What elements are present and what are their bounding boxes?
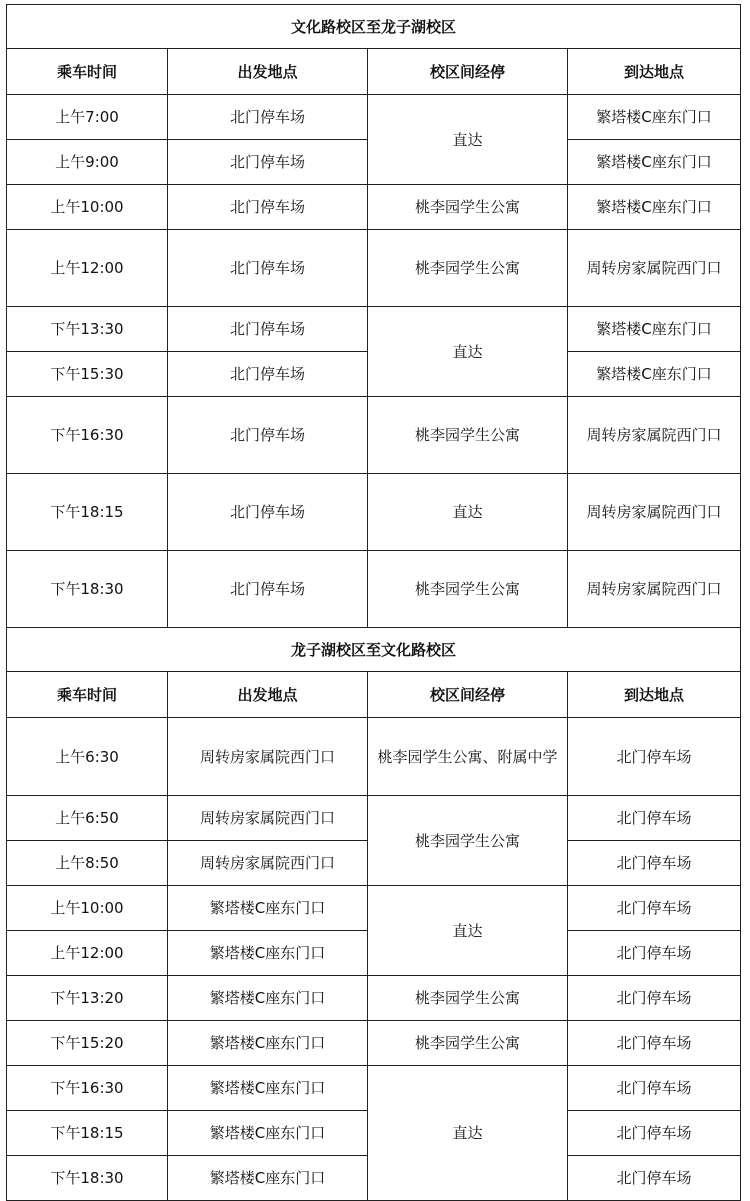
stops-cell: 桃李园学生公寓 — [368, 796, 568, 886]
table-row — [7, 95, 741, 140]
table-row — [7, 1066, 741, 1111]
stops-cell: 桃李园学生公寓 — [368, 397, 568, 474]
time-cell: 上午10:00 — [7, 886, 168, 931]
arrival-cell: 北门停车场 — [568, 1066, 741, 1111]
stops-cell: 桃李园学生公寓 — [368, 551, 568, 628]
arrival-cell: 繁塔楼C座东门口 — [568, 95, 741, 140]
departure-cell: 繁塔楼C座东门口 — [168, 1021, 368, 1066]
arrival-cell: 繁塔楼C座东门口 — [568, 185, 741, 230]
time-cell: 上午10:00 — [7, 185, 168, 230]
header-arrival: 到达地点 — [568, 49, 741, 95]
stops-cell: 桃李园学生公寓、附属中学 — [368, 718, 568, 796]
departure-cell: 北门停车场 — [168, 474, 368, 551]
arrival-cell: 北门停车场 — [568, 886, 741, 931]
arrival-cell: 北门停车场 — [568, 718, 741, 796]
time-cell: 上午9:00 — [7, 140, 168, 185]
time-cell: 下午18:30 — [7, 1156, 168, 1201]
arrival-cell: 周转房家属院西门口 — [568, 474, 741, 551]
section-title-row — [7, 628, 741, 672]
section-title: 文化路校区至龙子湖校区 — [7, 5, 741, 49]
table-row — [7, 886, 741, 931]
departure-cell: 北门停车场 — [168, 185, 368, 230]
departure-cell: 北门停车场 — [168, 140, 368, 185]
arrival-cell: 周转房家属院西门口 — [568, 551, 741, 628]
stops-cell: 直达 — [368, 474, 568, 551]
arrival-cell: 周转房家属院西门口 — [568, 230, 741, 307]
departure-cell: 北门停车场 — [168, 352, 368, 397]
header-time: 乘车时间 — [7, 672, 168, 718]
time-cell: 下午18:30 — [7, 551, 168, 628]
departure-cell: 繁塔楼C座东门口 — [168, 931, 368, 976]
departure-cell: 繁塔楼C座东门口 — [168, 1156, 368, 1201]
bus-schedule-table — [6, 4, 741, 1201]
time-cell: 下午18:15 — [7, 1111, 168, 1156]
arrival-cell: 北门停车场 — [568, 1021, 741, 1066]
departure-cell: 北门停车场 — [168, 397, 368, 474]
time-cell: 下午15:30 — [7, 352, 168, 397]
departure-cell: 周转房家属院西门口 — [168, 796, 368, 841]
arrival-cell: 繁塔楼C座东门口 — [568, 352, 741, 397]
table-row — [7, 474, 741, 551]
time-cell: 上午7:00 — [7, 95, 168, 140]
departure-cell: 周转房家属院西门口 — [168, 841, 368, 886]
stops-cell: 桃李园学生公寓 — [368, 1021, 568, 1066]
header-row — [7, 49, 741, 95]
departure-cell: 北门停车场 — [168, 230, 368, 307]
stops-cell: 桃李园学生公寓 — [368, 185, 568, 230]
section-title-row — [7, 5, 741, 49]
time-cell: 下午16:30 — [7, 1066, 168, 1111]
header-departure: 出发地点 — [168, 672, 368, 718]
departure-cell: 北门停车场 — [168, 307, 368, 352]
arrival-cell: 北门停车场 — [568, 1111, 741, 1156]
header-arrival: 到达地点 — [568, 672, 741, 718]
stops-cell: 直达 — [368, 1066, 568, 1201]
header-time: 乘车时间 — [7, 49, 168, 95]
time-cell: 上午12:00 — [7, 230, 168, 307]
arrival-cell: 北门停车场 — [568, 1156, 741, 1201]
arrival-cell: 繁塔楼C座东门口 — [568, 140, 741, 185]
stops-cell: 桃李园学生公寓 — [368, 230, 568, 307]
departure-cell: 繁塔楼C座东门口 — [168, 886, 368, 931]
table-row — [7, 796, 741, 841]
header-stops: 校区间经停 — [368, 49, 568, 95]
time-cell: 上午12:00 — [7, 931, 168, 976]
table-row — [7, 1021, 741, 1066]
time-cell: 上午6:30 — [7, 718, 168, 796]
time-cell: 下午15:20 — [7, 1021, 168, 1066]
time-cell: 上午8:50 — [7, 841, 168, 886]
table-row — [7, 397, 741, 474]
time-cell: 上午6:50 — [7, 796, 168, 841]
arrival-cell: 周转房家属院西门口 — [568, 397, 741, 474]
time-cell: 下午13:20 — [7, 976, 168, 1021]
departure-cell: 繁塔楼C座东门口 — [168, 976, 368, 1021]
time-cell: 下午18:15 — [7, 474, 168, 551]
departure-cell: 北门停车场 — [168, 551, 368, 628]
header-row — [7, 672, 741, 718]
section-title: 龙子湖校区至文化路校区 — [7, 628, 741, 672]
table-row — [7, 185, 741, 230]
table-row — [7, 230, 741, 307]
table-row — [7, 307, 741, 352]
departure-cell: 北门停车场 — [168, 95, 368, 140]
arrival-cell: 繁塔楼C座东门口 — [568, 307, 741, 352]
departure-cell: 繁塔楼C座东门口 — [168, 1066, 368, 1111]
departure-cell: 繁塔楼C座东门口 — [168, 1111, 368, 1156]
header-stops: 校区间经停 — [368, 672, 568, 718]
time-cell: 下午16:30 — [7, 397, 168, 474]
time-cell: 下午13:30 — [7, 307, 168, 352]
table-row — [7, 976, 741, 1021]
header-departure: 出发地点 — [168, 49, 368, 95]
arrival-cell: 北门停车场 — [568, 841, 741, 886]
table-row — [7, 718, 741, 796]
stops-cell: 直达 — [368, 307, 568, 397]
stops-cell: 桃李园学生公寓 — [368, 976, 568, 1021]
arrival-cell: 北门停车场 — [568, 976, 741, 1021]
stops-cell: 直达 — [368, 886, 568, 976]
arrival-cell: 北门停车场 — [568, 931, 741, 976]
arrival-cell: 北门停车场 — [568, 796, 741, 841]
departure-cell: 周转房家属院西门口 — [168, 718, 368, 796]
table-row — [7, 551, 741, 628]
stops-cell: 直达 — [368, 95, 568, 185]
